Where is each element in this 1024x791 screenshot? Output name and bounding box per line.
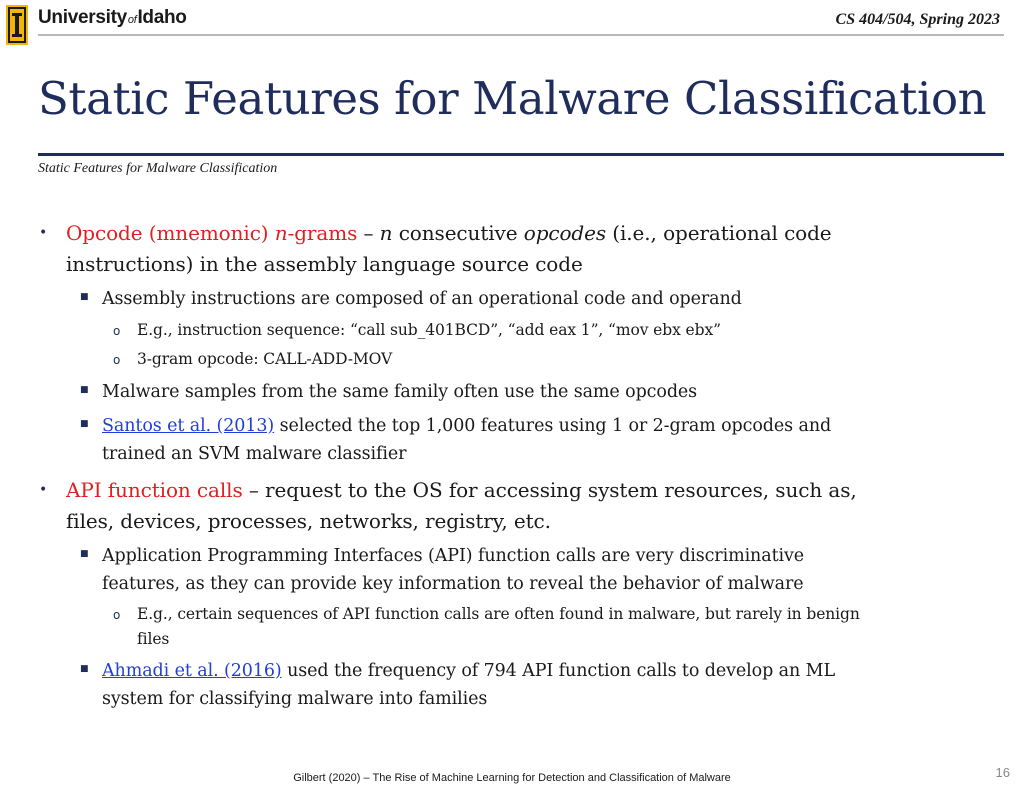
bullet-marker: o — [113, 353, 121, 367]
bullet-marker: • — [39, 225, 48, 241]
university-wordmark: UniversityofIdaho — [38, 7, 187, 28]
sub-bullet-api-discriminative-line2: features, as they can provide key information to reveal the behavior of malware — [102, 574, 804, 594]
bullet-marker: ■ — [80, 292, 89, 302]
bullet-marker: ■ — [80, 385, 89, 395]
page-number: 16 — [995, 765, 1010, 780]
bullet-marker: • — [39, 482, 48, 498]
bullet-marker: ■ — [80, 549, 89, 559]
santos-link[interactable]: Santos et al. (2013) — [102, 416, 275, 436]
bullet-opcode-line1: Opcode (mnemonic) n-grams – n consecutive opcodes (i.e., operational code — [66, 221, 832, 245]
bullet-marker: ■ — [80, 664, 89, 674]
bullet-opcode-line2: instructions) in the assembly language source code — [66, 252, 583, 276]
sub-sub-bullet-api-sequences: E.g., certain sequences of API function calls are often found in malware, but rarely in benign — [137, 605, 860, 623]
sub-bullet-ahmadi-line2: system for classifying malware into families — [102, 689, 488, 709]
sub-bullet-ahmadi: Ahmadi et al. (2016) used the frequency of 794 API function calls to develop an ML — [102, 661, 835, 681]
sub-bullet-santos-line2: trained an SVM malware classifier — [102, 444, 407, 464]
bullet-marker: o — [113, 324, 121, 338]
bullet-api-line1: API function calls – request to the OS for accessing system resources, such as, — [66, 478, 857, 502]
sub-bullet-assembly: Assembly instructions are composed of an operational code and operand — [102, 289, 742, 309]
sub-bullet-santos: Santos et al. (2013) selected the top 1,000 features using 1 or 2-gram opcodes and — [102, 416, 832, 436]
slide-subtitle: Static Features for Malware Classification — [38, 161, 278, 176]
footer-citation: Gilbert (2020) – The Rise of Machine Learning for Detection and Classification of Malware — [293, 772, 731, 784]
sub-bullet-same-family: Malware samples from the same family often use the same opcodes — [102, 382, 698, 402]
course-label: CS 404/504, Spring 2023 — [835, 11, 1000, 28]
sub-bullet-api-discriminative: Application Programming Interfaces (API) function calls are very discriminative — [102, 546, 805, 566]
university-logo-icon — [6, 5, 28, 45]
bullet-marker: o — [113, 608, 121, 622]
sub-sub-bullet-3gram: 3-gram opcode: CALL-ADD-MOV — [137, 350, 393, 368]
header-divider — [38, 34, 1004, 36]
bullet-marker: ■ — [80, 419, 89, 429]
sub-sub-bullet-instruction-seq: E.g., instruction sequence: “call sub_401BCD”, “add eax 1”, “mov ebx ebx” — [137, 321, 721, 339]
title-divider — [38, 153, 1004, 156]
slide-title: Static Features for Malware Classification — [38, 72, 987, 125]
bullet-api-line2: files, devices, processes, networks, registry, etc. — [66, 509, 551, 533]
ahmadi-link[interactable]: Ahmadi et al. (2016) — [102, 661, 282, 681]
sub-sub-bullet-api-sequences-line2: files — [137, 630, 170, 648]
